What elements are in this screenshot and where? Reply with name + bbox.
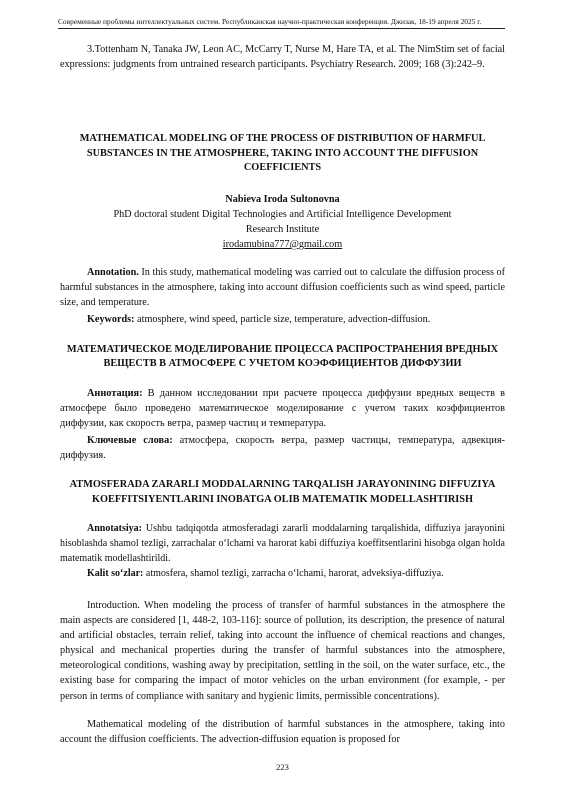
- abstract-label: Аннотация:: [87, 388, 143, 399]
- abstract-text: Ushbu tadqiqotda atmosferadagi zararli moddalarning tarqalishida, diffuziya jarayonini hisoblashda shamol tezligi, zarrachalar oʻlchami va harorat kabi diffuziya koeffitsentlarini hisobga olgan holda matematik modellashtirildi.: [60, 523, 505, 564]
- keywords-russian: [60, 433, 505, 463]
- keywords-uzbek: [60, 567, 505, 582]
- abstract-uzbek: [60, 521, 505, 566]
- author-name: Nabieva Iroda Sultonovna: [225, 194, 340, 205]
- author-affiliation: PhD doctoral student Digital Technologies and Artificial Intelligence Development Research Institute: [113, 209, 452, 235]
- abstract-label: Annotation.: [87, 267, 139, 278]
- abstract-text: В данном исследовании при расчете процесса диффузии вредных веществ в атмосфере было проведено математическое моделирование с учетом таких коэффициентов диффузии, как скорость ветра, размер частиц и температура.: [60, 388, 505, 429]
- keywords-label: Kalit soʻzlar:: [87, 568, 144, 579]
- keywords-label: Keywords:: [87, 314, 135, 325]
- modeling-paragraph: Mathematical modeling of the distribution of harmful substances in the atmosphere, taking into account the diffusion coefficients. The advection-diffusion equation is proposed for: [60, 719, 505, 746]
- title-uzbek: ATMOSFERADA ZARARLI MODDALARNING TARQALISH JARAYONINING DIFFUZIYA KOEFFITSIYENTLARINI INOBATGA OLIB MATEMATIK MODELLASHTIRISH: [69, 479, 496, 505]
- page-number: 223: [276, 762, 289, 772]
- keywords-label: Ключевые слова:: [87, 435, 173, 446]
- introduction-paragraph: Introduction. When modeling the process of transfer of harmful substances in the atmosphere the main aspects are considered [1, 448-2, 103-116]: source of pollution, its description, the presence of natural and artificial obstacles, terrain relief, taking into account the influence of chemical reactions and changes, physical and mechanical properties during the transfer of harmful substances into the atmosphere, meteorological conditions, washing away by precipitation, settling in the soil, on the water surface, etc., the existing base for comparing the impact of motor vehicles on the urban environment (for example, - per person in terms of compliance with sanitary and hygienic limits, permissible concentrations).: [60, 600, 505, 702]
- reference-entry: 3.Tottenham N, Tanaka JW, Leon AC, McCarry T, Nurse M, Hare TA, et al. The NimStim set of facial expressions: judgments from untrained research participants. Psychiatry Research. 2009; 168 (3):242–9.: [60, 44, 505, 70]
- abstract-label: Annotatsiya:: [87, 523, 143, 534]
- running-header: Современные проблемы интеллектуальных систем. Республиканская научно-практическая конференция. Джизак, 18-19 апреля 2025 г.: [58, 17, 505, 29]
- keywords-text: атмосфера, скорость ветра, размер частицы, температура, адвекция-диффузия.: [60, 435, 505, 461]
- keywords-text: atmosfera, shamol tezligi, zarracha oʻlchami, harorat, adveksiya-diffuziya.: [143, 568, 444, 579]
- title-russian: МАТЕМАТИЧЕСКОЕ МОДЕЛИРОВАНИЕ ПРОЦЕССА РАСПРОСТРАНЕНИЯ ВРЕДНЫХ ВЕЩЕСТВ В АТМОСФЕРЕ С УЧЕТОМ КОЭФФИЦИЕНТОВ ДИФФУЗИИ: [66, 344, 499, 369]
- abstract-english: [60, 266, 505, 311]
- title-english: MATHEMATICAL MODELING OF THE PROCESS OF DISTRIBUTION OF HARMFUL SUBSTANCES IN THE ATMOSPHERE, TAKING INTO ACCOUNT THE DIFFUSION COEFFICIENTS: [79, 133, 486, 173]
- abstract-text: In this study, mathematical modeling was carried out to calculate the diffusion process of harmful substances in the atmosphere, taking into account diffusion coefficients such as wind speed, particle size, and temperature.: [60, 267, 505, 308]
- keywords-text: atmosphere, wind speed, particle size, temperature, advection-diffusion.: [134, 314, 431, 325]
- keywords-english: [60, 313, 505, 328]
- author-email[interactable]: irodamubina777@gmail.com: [222, 239, 343, 250]
- author-block: [60, 192, 505, 252]
- abstract-russian: [60, 386, 505, 431]
